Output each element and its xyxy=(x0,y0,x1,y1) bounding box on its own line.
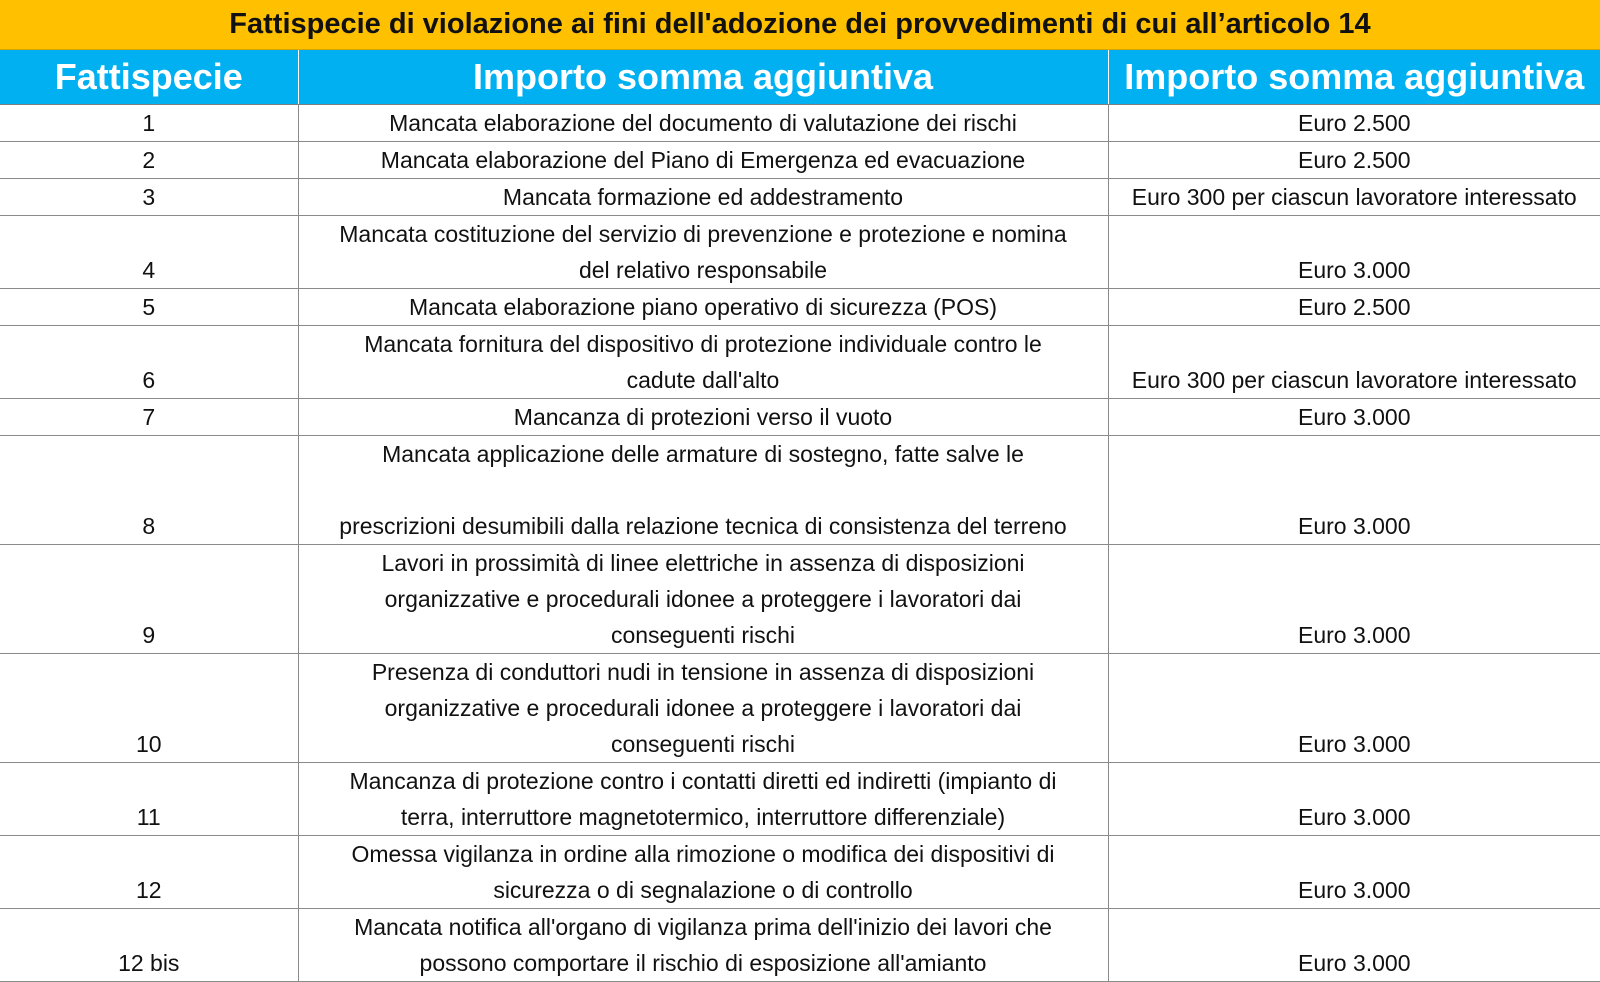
description-line: prescrizioni desumibili dalla relazione tecnica di consistenza del terreno xyxy=(339,513,1067,539)
cell-fattispecie-number: 1 xyxy=(0,105,298,142)
table-row xyxy=(0,545,1600,654)
cell-description xyxy=(298,216,1108,289)
cell-description xyxy=(298,105,1108,142)
header-row xyxy=(0,50,1600,105)
cell-fattispecie-number: 8 xyxy=(0,436,298,545)
cell-amount: Euro 2.500 xyxy=(1108,142,1600,179)
description-line: organizzative e procedurali idonee a proteggere i lavoratori dai xyxy=(384,695,1022,721)
cell-amount: Euro 3.000 xyxy=(1108,545,1600,654)
description-line: Mancata fornitura del dispositivo di protezione individuale contro le xyxy=(364,331,1042,357)
cell-description xyxy=(298,836,1108,909)
cell-description xyxy=(298,909,1108,982)
description-line: Presenza di conduttori nudi in tensione in assenza di disposizioni xyxy=(371,659,1035,685)
table-row xyxy=(0,142,1600,179)
table-row xyxy=(0,763,1600,836)
description-line: organizzative e procedurali idonee a proteggere i lavoratori dai xyxy=(384,586,1022,612)
description-line: Mancata formazione ed addestramento xyxy=(502,184,904,210)
table-row xyxy=(0,105,1600,142)
description-line: Mancata elaborazione del documento di valutazione dei rischi xyxy=(389,110,1017,136)
cell-description xyxy=(298,142,1108,179)
table-title: Fattispecie di violazione ai fini dell'adozione dei provvedimenti di cui all’articolo 14 xyxy=(0,0,1600,50)
cell-description xyxy=(298,545,1108,654)
cell-amount: Euro 3.000 xyxy=(1108,909,1600,982)
cell-amount: Euro 3.000 xyxy=(1108,763,1600,836)
table-row xyxy=(0,836,1600,909)
cell-amount: Euro 3.000 xyxy=(1108,216,1600,289)
description-line: cadute dall'alto xyxy=(626,367,780,393)
cell-amount: Euro 2.500 xyxy=(1108,105,1600,142)
cell-fattispecie-number: 9 xyxy=(0,545,298,654)
description-line: Mancata costituzione del servizio di prevenzione e protezione e nomina xyxy=(339,221,1067,247)
table-row xyxy=(0,436,1600,545)
cell-fattispecie-number: 10 xyxy=(0,654,298,763)
cell-fattispecie-number: 6 xyxy=(0,326,298,399)
table-row xyxy=(0,216,1600,289)
description-line: Mancanza di protezioni verso il vuoto xyxy=(513,404,893,430)
description-line: Mancanza di protezione contro i contatti diretti ed indiretti (impianto di xyxy=(349,768,1057,794)
column-header-amount: Importo somma aggiuntiva xyxy=(1108,50,1600,105)
cell-description xyxy=(298,179,1108,216)
cell-amount: Euro 3.000 xyxy=(1108,836,1600,909)
cell-description xyxy=(298,654,1108,763)
table-row xyxy=(0,399,1600,436)
description-line: sicurezza o di segnalazione o di controllo xyxy=(493,877,913,903)
cell-fattispecie-number: 12 xyxy=(0,836,298,909)
violations-table xyxy=(0,50,1600,982)
cell-fattispecie-number: 2 xyxy=(0,142,298,179)
cell-fattispecie-number: 12 bis xyxy=(0,909,298,982)
cell-description xyxy=(298,326,1108,399)
table-row xyxy=(0,289,1600,326)
cell-description xyxy=(298,289,1108,326)
table-body xyxy=(0,105,1600,982)
description-line: del relativo responsabile xyxy=(578,257,828,283)
description-line: Mancata notifica all'organo di vigilanza prima dell'inizio dei lavori che xyxy=(354,914,1052,940)
table-row xyxy=(0,654,1600,763)
cell-fattispecie-number: 7 xyxy=(0,399,298,436)
cell-amount: Euro 300 per ciascun lavoratore interessato xyxy=(1108,179,1600,216)
cell-amount: Euro 300 per ciascun lavoratore interessato xyxy=(1108,326,1600,399)
cell-fattispecie-number: 3 xyxy=(0,179,298,216)
description-line: Mancata applicazione delle armature di sostegno, fatte salve le xyxy=(382,441,1024,467)
cell-amount: Euro 3.000 xyxy=(1108,399,1600,436)
table-row xyxy=(0,179,1600,216)
column-header-description: Importo somma aggiuntiva xyxy=(298,50,1108,105)
cell-fattispecie-number: 5 xyxy=(0,289,298,326)
cell-amount: Euro 2.500 xyxy=(1108,289,1600,326)
cell-amount: Euro 3.000 xyxy=(1108,654,1600,763)
cell-amount: Euro 3.000 xyxy=(1108,436,1600,545)
description-line: Lavori in prossimità di linee elettriche in assenza di disposizioni xyxy=(381,550,1025,576)
column-header-fattispecie: Fattispecie xyxy=(0,50,298,105)
table-row xyxy=(0,909,1600,982)
description-line: possono comportare il rischio di esposizione all'amianto xyxy=(419,950,987,976)
cell-fattispecie-number: 4 xyxy=(0,216,298,289)
cell-description xyxy=(298,763,1108,836)
description-line: conseguenti rischi xyxy=(610,731,796,757)
cell-description xyxy=(298,436,1108,545)
description-line: Mancata elaborazione piano operativo di sicurezza (POS) xyxy=(408,294,998,320)
blank-line xyxy=(303,472,1104,508)
table-row xyxy=(0,326,1600,399)
cell-description xyxy=(298,399,1108,436)
cell-fattispecie-number: 11 xyxy=(0,763,298,836)
description-line: terra, interruttore magnetotermico, interruttore differenziale) xyxy=(400,804,1006,830)
description-line: Omessa vigilanza in ordine alla rimozione o modifica dei dispositivi di xyxy=(351,841,1055,867)
description-line: conseguenti rischi xyxy=(610,622,796,648)
description-line: Mancata elaborazione del Piano di Emergenza ed evacuazione xyxy=(380,147,1026,173)
